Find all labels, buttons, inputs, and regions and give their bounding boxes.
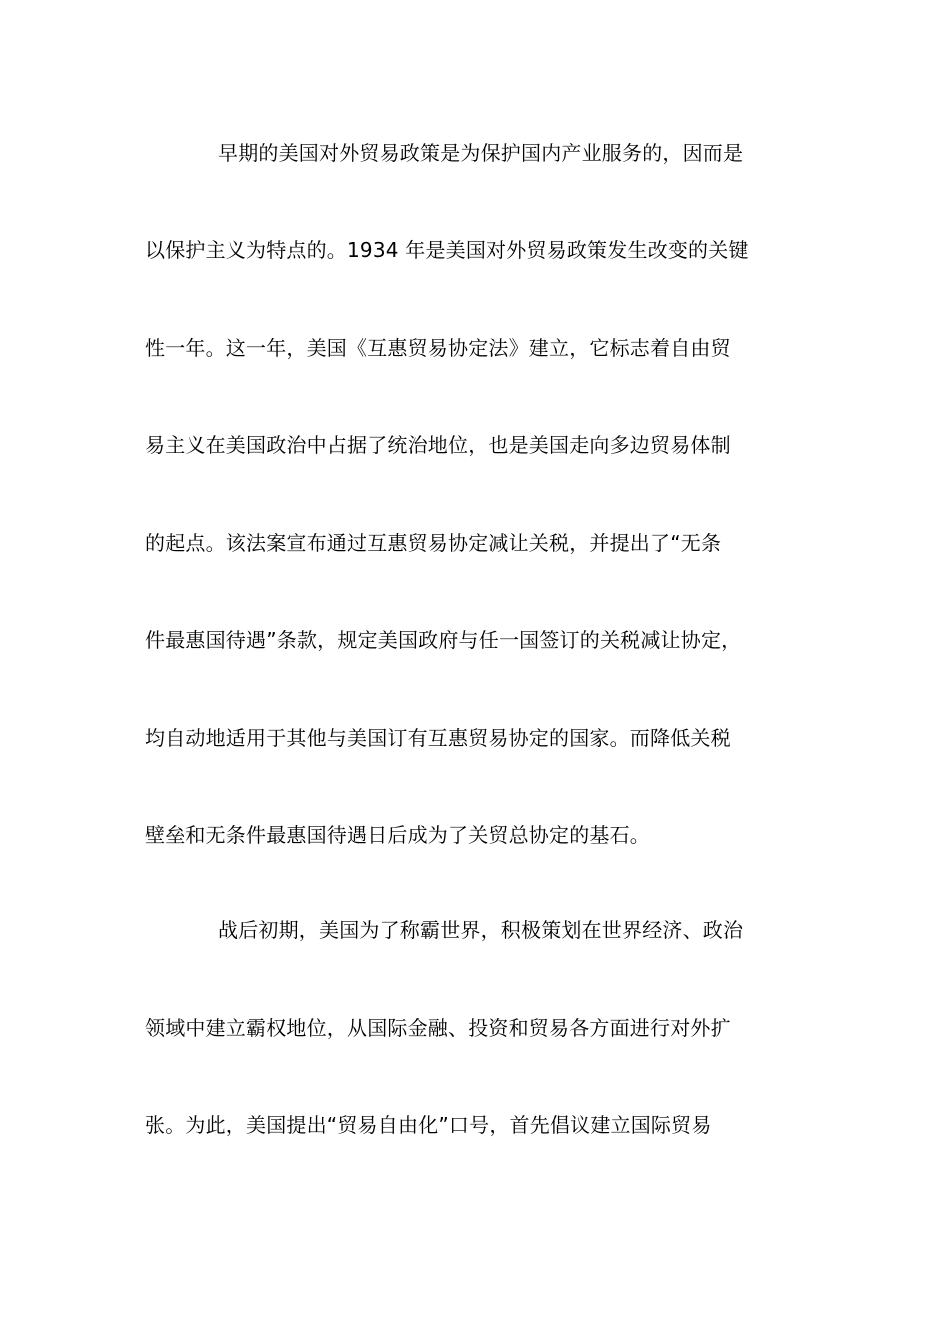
text-line: 领域中建立霸权地位，从国际金融、投资和贸易各方面进行对外扩 [145, 1016, 731, 1040]
text-line: 壁垒和无条件最惠国待遇日后成为了关贸总协定的基石。 [145, 823, 650, 847]
text-line: 的起点。该法案宣布通过互惠贸易协定减让关税，并提出了“无条 [145, 531, 722, 555]
text-line: 性一年。这一年，美国《互惠贸易协定法》建立，它标志着自由贸 [145, 336, 731, 360]
text-line: 件最惠国待遇”条款，规定美国政府与任一国签订的关税减让协定， [145, 628, 742, 652]
text-line: 早期的美国对外贸易政策是为保护国内产业服务的，因而是 [218, 141, 744, 165]
text-line: 均自动地适用于其他与美国订有互惠贸易协定的国家。而降低关税 [145, 726, 731, 750]
text-line: 易主义在美国政治中占据了统治地位，也是美国走向多边贸易体制 [145, 433, 731, 457]
text-line: 战后初期，美国为了称霸世界，积极策划在世界经济、政治 [218, 918, 744, 942]
text-line: 张。为此，美国提出“贸易自由化”口号，首先倡议建立国际贸易 [145, 1113, 712, 1137]
text-line: 以保护主义为特点的。1934 年是美国对外贸易政策发生改变的关键 [145, 238, 749, 262]
